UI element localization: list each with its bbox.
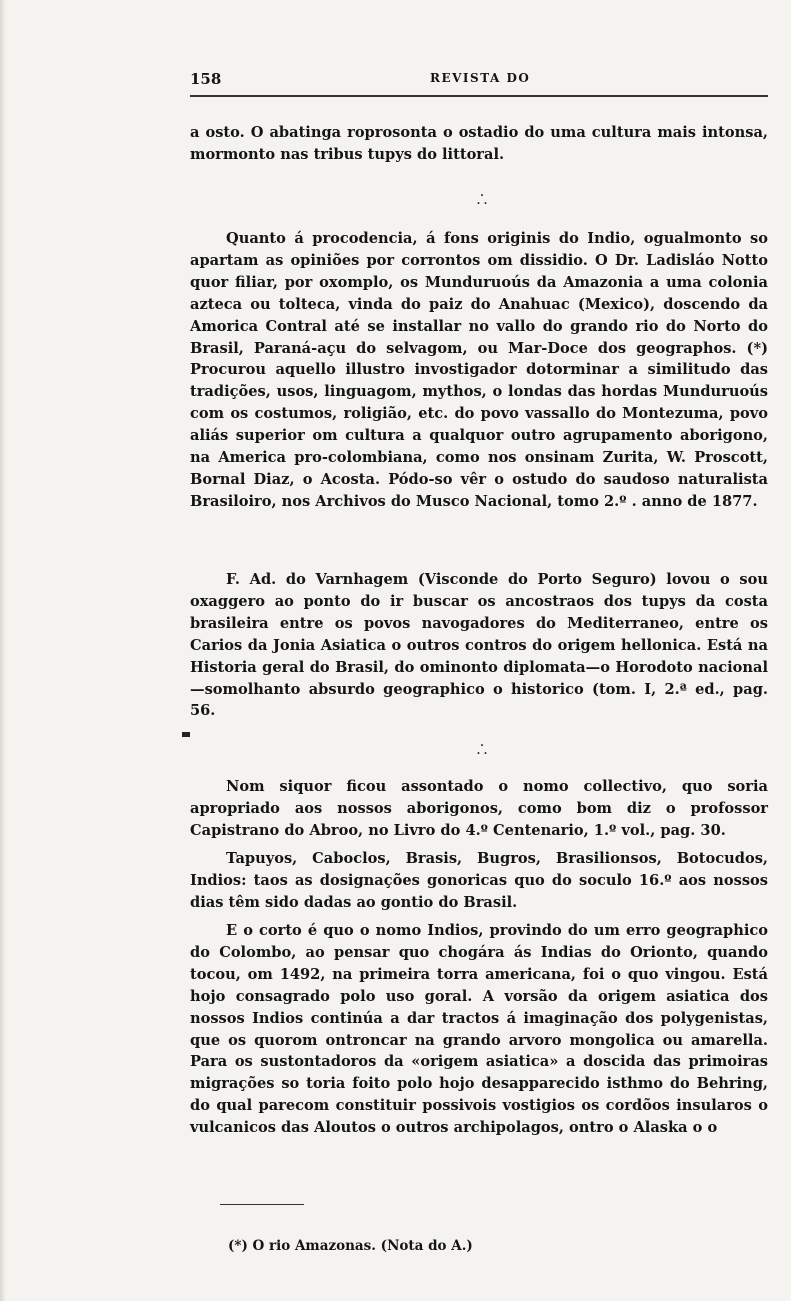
section-break-mark: . . . <box>476 188 488 207</box>
section-break-mark: . . . <box>476 738 488 757</box>
running-head: REVISTA DO <box>430 71 531 85</box>
footnote-rule <box>220 1204 304 1205</box>
margin-mark <box>182 732 190 737</box>
header-rule <box>190 95 768 97</box>
section-break-2 <box>462 740 502 756</box>
page-number: 158 <box>190 70 222 88</box>
page-fold-shadow <box>0 0 6 1301</box>
paragraph-6: E o corto é quo o nomo Indios, provindo do um erro geographico do Colombo, ao pensar quo chogára ás Indias do Orionto, quando tocou, om 1492, na primeira torra americana, foi o quo vingou. Está hojo consagrado polo uso goral. A vorsão da origem asiatica dos nossos Indios continúa a dar tractos á imaginação dos polygenistas, que os quorom ontroncar na grando arvoro mongolica ou amarella. Para os sustontadoros da «origem asiatica» a doscida das primoiras migrações so toria foito polo hojo desapparecido isthmo do Behring, do qual parecom constituir possivois vostigios os cordõos insularos o vulcanicos das Aloutos o outros archipolagos, ontro o Alaska o o <box>190 922 768 1137</box>
section-break-1 <box>462 190 502 206</box>
paragraph-3: F. Ad. do Varnhagem (Visconde do Porto Seguro) lovou o sou oxaggero ao ponto do ir buscar os ancostraos dos tupys da costa brasileira entre os povos navogadores do Mediterraneo, entre os Carios da Jonia Asiatica o outros contros do origem hellonica. Está na Historia geral do Brasil, do ominonto diplomata—o Horodoto nacional—somolhanto absurdo geographico o historico (tom. I, 2.ª ed., pag. 56. <box>190 571 768 720</box>
paragraph-4: Nom siquor ficou assontado o nomo collectivo, quo soria apropriado aos nossos aborigonos, como bom diz o profossor Capistrano do Abroo, no Livro do 4.º Centenario, 1.º vol., pag. 30. <box>190 778 768 839</box>
paragraph-2: Quanto á procodencia, á fons originis do Indio, ogualmonto so apartam as opiniões por corrontos om dissidio. O Dr. Ladisláo Notto quor filiar, por oxomplo, os Munduruoús da Amazonia a uma colonia azteca ou tolteca, vinda do paiz do Anahuac (Mexico), doscendo da Amorica Contral até se installar no vallo do grando rio do Norto do Brasil, Paraná-açu do selvagom, ou Mar-Doce dos geographos. (*) Procurou aquello illustro invostigador dotorminar a similitudo das tradições, usos, linguagom, mythos, o londas das hordas Munduruoús com os costumos, roligião, etc. do povo vassallo do Montezuma, povo aliás superior om cultura a qualquor outro agrupamento aborigono, na America pro-colombiana, como nos onsinam Zurita, W. Proscott, Bornal Diaz, o Acosta. Pódo-so vêr o ostudo do saudoso naturalista Brasiloiro, nos Archivos do Musco Nacional, tomo 2.º . anno de 1877. <box>190 230 768 510</box>
footnote: (*) O rio Amazonas. (Nota do A.) <box>228 1238 473 1254</box>
paragraph-5: Tapuyos, Caboclos, Brasis, Bugros, Brasilionsos, Botocudos, Indios: taos as dosignações gonoricas quo do soculo 16.º aos nossos dias têm sido dadas ao gontio do Brasil. <box>190 850 768 911</box>
page-header <box>190 70 768 92</box>
paragraph-1: a osto. O abatinga roprosonta o ostadio do uma cultura mais intonsa, mormonto nas tribus tupys do littoral. <box>190 124 768 163</box>
